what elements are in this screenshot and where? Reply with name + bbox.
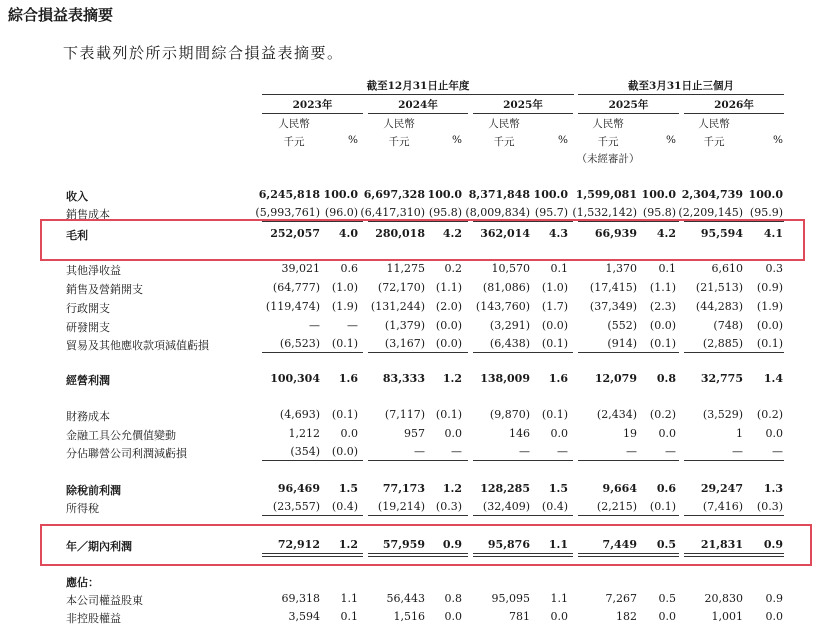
row-label: 除稅前利潤 [66,484,121,497]
percent-cell: (2.0) [435,300,462,313]
currency-label: 人民幣 [592,118,624,130]
amount-cell: 9,664 [602,482,637,495]
percent-cell: (0.0) [331,445,358,458]
amount-cell: (131,244) [370,300,425,313]
unit-label: 千元 [597,136,619,148]
percent-cell: (95.8) [642,206,676,219]
percent-cell: (0.0) [435,319,462,332]
header-quarter-rule [578,94,784,95]
unit-label: 千元 [283,136,305,148]
row-label: 金融工具公允價值變動 [66,429,176,442]
amount-cell: 1 [736,427,743,440]
amount-cell: 95,876 [487,538,530,551]
percent-cell: (1.7) [541,300,568,313]
amount-cell: 1,001 [711,610,743,623]
row-label: 行政開支 [66,302,110,315]
amount-cell: (1,532,142) [572,206,637,219]
amount-cell: (748) [713,319,743,332]
amount-cell: 19 [623,427,637,440]
header-quarter: 截至3月31日止三個月 [628,80,734,92]
amount-cell: (2,209,145) [678,206,743,219]
amount-cell: 95,594 [700,227,743,240]
percent-cell: 1.6 [338,372,358,385]
percent-cell: 0.0 [444,427,462,440]
amount-cell: 11,275 [386,262,425,275]
total-underline [684,460,784,461]
percent-cell: 0.6 [656,482,676,495]
year-header: 2026年 [714,99,754,111]
percent-cell: 0.2 [444,262,462,275]
row-label: 本公司權益股東 [66,594,143,607]
amount-cell: 10,570 [491,262,530,275]
percent-cell: (2.3) [649,300,676,313]
percent-cell: (0.1) [649,500,676,513]
percent-cell: (1.9) [756,300,783,313]
amount-cell: (6,523) [279,337,320,350]
percent-cell: (0.1) [541,337,568,350]
total-underline [473,515,573,516]
amount-cell: — [309,319,320,332]
total-underline [578,460,679,461]
highlight-profit-for-period [40,524,812,566]
amount-cell: 77,173 [382,482,425,495]
percent-label: % [348,134,358,146]
percent-cell: 1.3 [763,482,783,495]
percent-cell: — [451,445,462,458]
row-label: 年／期內利潤 [66,540,132,553]
percent-cell: 0.5 [658,592,676,605]
percent-cell: 0.8 [656,372,676,385]
amount-cell: 72,912 [277,538,320,551]
percent-cell: (0.0) [756,319,783,332]
amount-cell: (5,993,761) [255,206,320,219]
percent-label: % [558,134,568,146]
percent-cell: (0.1) [331,408,358,421]
amount-cell: (64,777) [272,281,320,294]
percent-cell: 100.0 [748,188,783,201]
amount-cell: (32,409) [482,500,530,513]
percent-cell: (1.1) [435,281,462,294]
percent-cell: 4.1 [763,227,783,240]
amount-cell: 6,610 [711,262,743,275]
amount-cell: 957 [404,427,425,440]
amount-cell: (1,379) [384,319,425,332]
percent-cell: (1.0) [331,281,358,294]
amount-cell: (354) [290,445,320,458]
amount-cell: (3,529) [702,408,743,421]
percent-cell: (96.0) [324,206,358,219]
percent-cell: 1.4 [763,372,783,385]
total-underline [262,460,363,461]
amount-cell: 128,285 [480,482,530,495]
percent-cell: 1.1 [550,592,568,605]
amount-cell: (3,291) [489,319,530,332]
row-label: 研發開支 [66,321,110,334]
percent-cell: — [772,445,783,458]
unit-label: 千元 [493,136,515,148]
row-label: 銷售及營銷開支 [66,283,143,296]
amount-cell: 39,021 [281,262,320,275]
percent-cell: (95.8) [428,206,462,219]
currency-label: 人民幣 [383,118,415,130]
amount-cell: 1,212 [288,427,320,440]
amount-cell: 83,333 [382,372,425,385]
percent-cell: (0.2) [649,408,676,421]
amount-cell: 182 [616,610,637,623]
percent-cell: — [665,445,676,458]
row-label: 分佔聯營公司利潤減虧損 [66,447,187,460]
percent-cell: (0.1) [331,337,358,350]
amount-cell: (81,086) [482,281,530,294]
percent-cell: 0.0 [658,427,676,440]
row-label: 毛利 [66,229,88,242]
amount-cell: (17,415) [589,281,637,294]
percent-cell: 100.0 [323,188,358,201]
total-underline [368,515,468,516]
total-underline [684,352,784,353]
percent-cell: 0.9 [763,538,783,551]
amount-cell: 252,057 [270,227,320,240]
amount-cell: 96,469 [277,482,320,495]
percent-cell: 1.2 [338,538,358,551]
percent-cell: 1.5 [548,482,568,495]
percent-cell: 0.1 [550,262,568,275]
total-underline [368,352,468,353]
amount-cell: 1,370 [605,262,637,275]
amount-cell: — [626,445,637,458]
intro-text: 下表載列於所示期間綜合損益表摘要。 [63,44,344,62]
amount-cell: (2,215) [596,500,637,513]
percent-label: % [452,134,462,146]
percent-cell: 0.0 [658,610,676,623]
year-header: 2025年 [503,99,543,111]
amount-cell: 1,516 [393,610,425,623]
amount-cell: 56,443 [386,592,425,605]
amount-cell: 1,599,081 [575,188,637,201]
amount-cell: 3,594 [288,610,320,623]
unit-label: 千元 [703,136,725,148]
amount-cell: 362,014 [480,227,530,240]
year-header: 2024年 [398,99,438,111]
row-label: 所得稅 [66,502,99,515]
year-header-rule [578,113,679,114]
highlight-gross-profit [40,219,805,261]
percent-cell: 100.0 [427,188,462,201]
amount-cell: 21,831 [700,538,743,551]
amount-cell: (19,214) [377,500,425,513]
year-header: 2023年 [292,99,333,111]
header-annual: 截至12月31日止年度 [366,80,470,92]
currency-label: 人民幣 [278,118,310,130]
amount-cell: (7,117) [384,408,425,421]
total-underline [262,515,363,516]
amount-cell: 280,018 [375,227,425,240]
percent-cell: 1.5 [338,482,358,495]
amount-cell: 69,318 [281,592,320,605]
row-label: 其他淨收益 [66,264,121,277]
percent-cell: (0.9) [756,281,783,294]
total-underline [473,460,573,461]
percent-cell: 1.1 [340,592,358,605]
unaudited-label: （未經審計） [576,153,640,165]
amount-cell: 781 [509,610,530,623]
total-underline [262,352,363,353]
year-header: 2025年 [608,99,649,111]
percent-cell: (0.3) [435,500,462,513]
percent-cell: 1.1 [548,538,568,551]
amount-cell: 138,009 [480,372,530,385]
percent-cell: (0.1) [649,337,676,350]
amount-cell: (914) [607,337,637,350]
percent-label: % [773,134,783,146]
header-annual-rule [262,94,574,95]
amount-cell: (143,760) [475,300,530,313]
amount-cell: 2,304,739 [681,188,743,201]
amount-cell: (4,693) [279,408,320,421]
amount-cell: — [732,445,743,458]
percent-cell: (0.0) [435,337,462,350]
amount-cell: (6,417,310) [360,206,425,219]
amount-cell: (6,438) [489,337,530,350]
currency-label: 人民幣 [488,118,520,130]
percent-cell: 4.0 [338,227,358,240]
percent-cell: 0.0 [444,610,462,623]
amount-cell: 7,449 [602,538,637,551]
amount-cell: (8,009,834) [465,206,530,219]
amount-cell: 20,830 [704,592,743,605]
percent-cell: 4.2 [656,227,676,240]
row-label: 經營利潤 [66,374,110,387]
total-underline [578,352,679,353]
percent-cell: 0.0 [550,610,568,623]
percent-cell: 1.2 [442,372,462,385]
amount-cell: (2,885) [702,337,743,350]
percent-cell: 4.3 [548,227,568,240]
percent-cell: (0.1) [756,337,783,350]
percent-cell: 0.5 [656,538,676,551]
total-underline [684,515,784,516]
amount-cell: (72,170) [377,281,425,294]
percent-cell: 4.2 [442,227,462,240]
percent-cell: (0.4) [541,500,568,513]
amount-cell: (23,557) [272,500,320,513]
percent-cell: 0.0 [340,427,358,440]
amount-cell: 95,095 [491,592,530,605]
percent-cell: 1.6 [548,372,568,385]
percent-cell: — [347,319,358,332]
percent-cell: 0.0 [765,610,783,623]
percent-cell: (0.1) [541,408,568,421]
percent-cell: (0.4) [331,500,358,513]
percent-cell: 0.0 [550,427,568,440]
row-label: 貿易及其他應收款項減值虧損 [66,339,209,352]
total-underline [473,352,573,353]
amount-cell: (21,513) [695,281,743,294]
amount-cell: 12,079 [594,372,637,385]
percent-cell: 0.1 [658,262,676,275]
amount-cell: 57,959 [382,538,425,551]
percent-label: % [666,134,676,146]
amount-cell: (2,434) [596,408,637,421]
percent-cell: 0.9 [765,592,783,605]
percent-cell: 100.0 [533,188,568,201]
year-header-rule [368,113,468,114]
percent-cell: (0.1) [435,408,462,421]
amount-cell: (7,416) [702,500,743,513]
percent-cell: (0.0) [649,319,676,332]
percent-cell: 0.1 [340,610,358,623]
amount-cell: (552) [607,319,637,332]
currency-label: 人民幣 [698,118,730,130]
amount-cell: 100,304 [270,372,320,385]
row-label: 財務成本 [66,410,110,423]
percent-cell: 100.0 [641,188,676,201]
percent-cell: (0.2) [756,408,783,421]
amount-cell: 66,939 [594,227,637,240]
amount-cell: 146 [509,427,530,440]
amount-cell: 6,245,818 [258,188,320,201]
percent-cell: (0.3) [756,500,783,513]
amount-cell: (37,349) [589,300,637,313]
amount-cell: (9,870) [489,408,530,421]
amount-cell: — [414,445,425,458]
amount-cell: 6,697,328 [363,188,425,201]
amount-cell: (3,167) [384,337,425,350]
amount-cell: (44,283) [695,300,743,313]
row-label: 應佔： [66,576,99,589]
amount-cell: (119,474) [265,300,320,313]
percent-cell: 0.9 [442,538,462,551]
total-underline [368,460,468,461]
percent-cell: (1.0) [541,281,568,294]
percent-cell: (95.9) [749,206,783,219]
amount-cell: — [519,445,530,458]
section-title: 綜合損益表摘要 [8,6,114,24]
percent-cell: 1.2 [442,482,462,495]
amount-cell: 29,247 [700,482,743,495]
percent-cell: 0.6 [340,262,358,275]
year-header-rule [684,113,784,114]
amount-cell: 32,775 [700,372,743,385]
percent-cell: 0.8 [444,592,462,605]
row-label: 收入 [66,190,88,203]
year-header-rule [262,113,363,114]
row-label: 非控股權益 [66,612,121,625]
percent-cell: (1.1) [649,281,676,294]
amount-cell: 7,267 [605,592,637,605]
percent-cell: (0.0) [541,319,568,332]
percent-cell: 0.3 [765,262,783,275]
percent-cell: 0.0 [765,427,783,440]
percent-cell: (95.7) [534,206,568,219]
amount-cell: 8,371,848 [468,188,530,201]
row-label: 銷售成本 [66,208,110,221]
percent-cell: (1.9) [331,300,358,313]
total-underline [578,515,679,516]
percent-cell: — [557,445,568,458]
year-header-rule [473,113,573,114]
unit-label: 千元 [388,136,410,148]
